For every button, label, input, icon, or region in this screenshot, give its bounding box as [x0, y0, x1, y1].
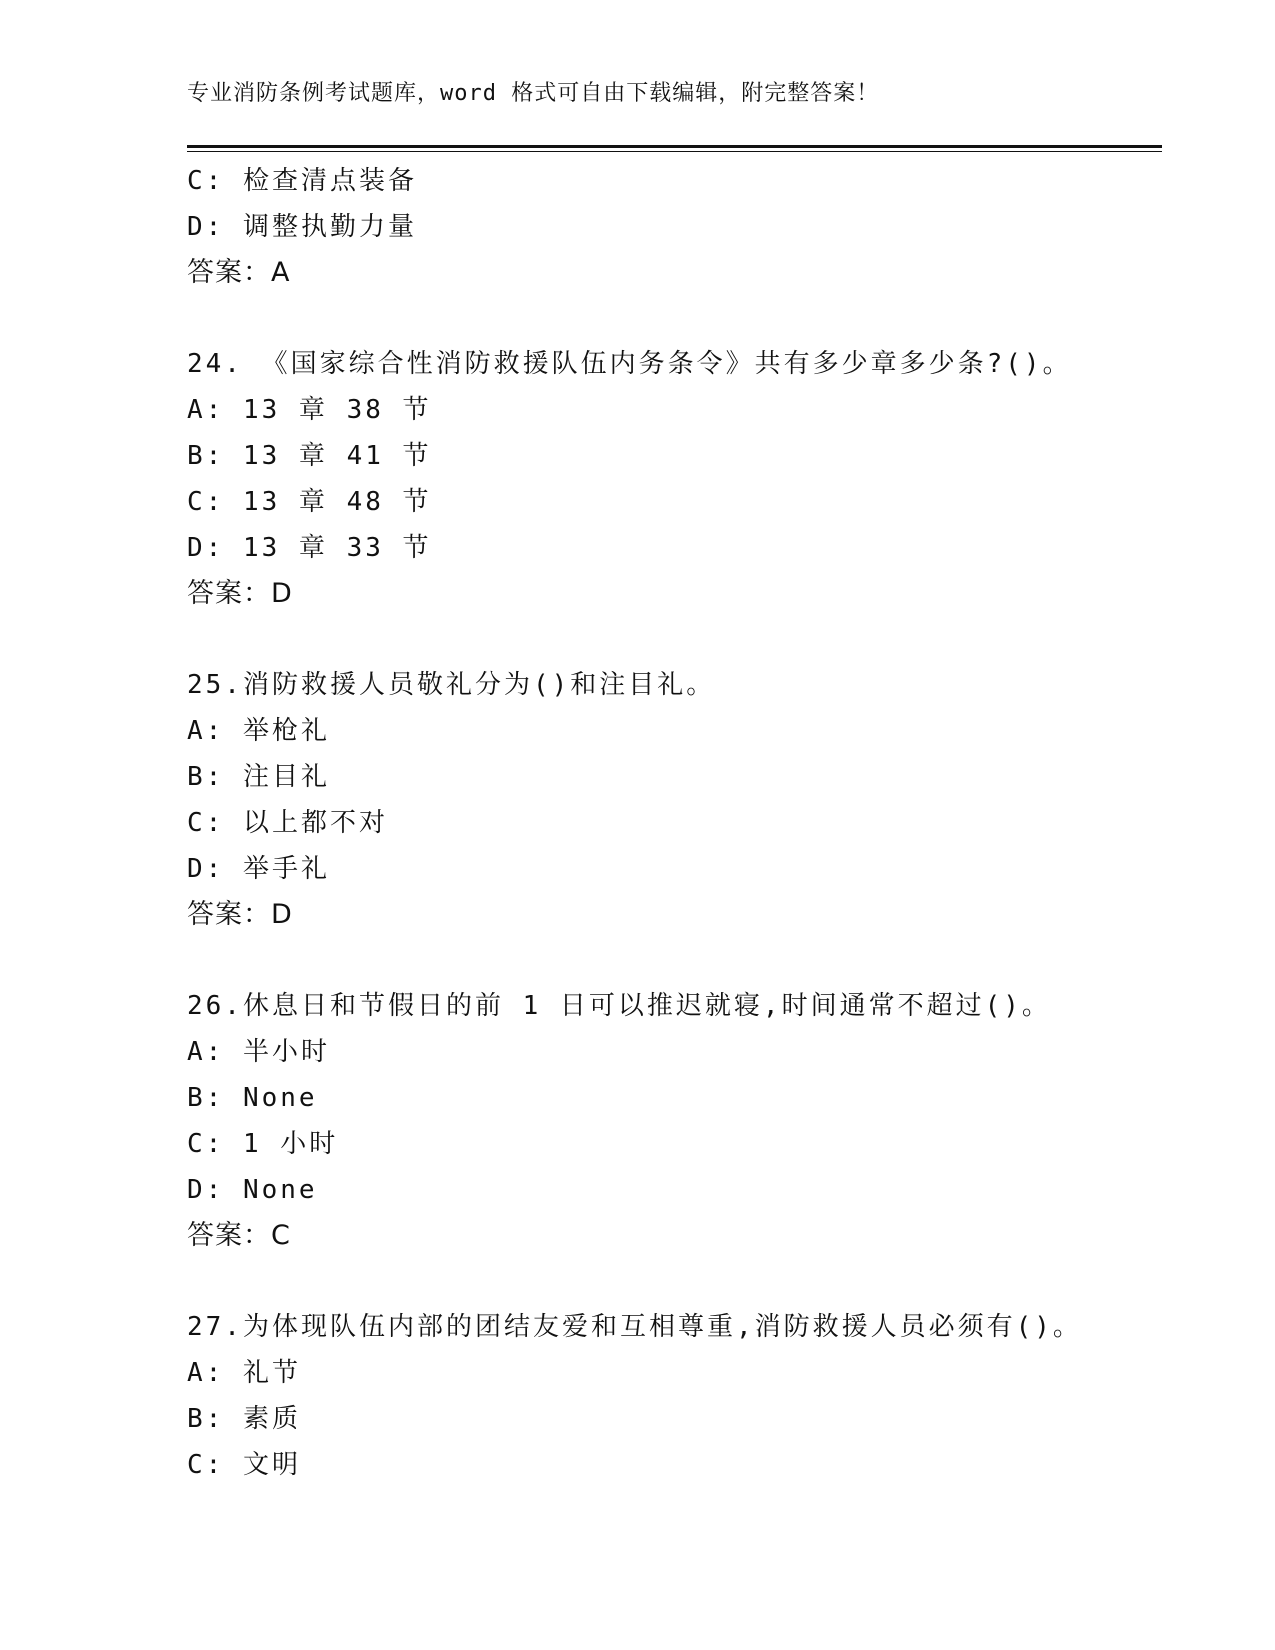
- question-25: [187, 662, 1162, 938]
- option-c: C: 1 小时: [187, 1129, 339, 1159]
- header-rule-thin: [187, 151, 1162, 152]
- answer-line: 答案：D: [187, 578, 293, 609]
- option-b: B: 注目礼: [187, 762, 330, 792]
- spacer: [187, 938, 1162, 983]
- question-26: [187, 983, 1162, 1259]
- option-b: B: 素质: [187, 1404, 301, 1434]
- question-23-tail: [187, 158, 1162, 296]
- option-c: C: 检查清点装备: [187, 166, 417, 196]
- question-27: [187, 1304, 1162, 1488]
- option-c: C: 以上都不对: [187, 808, 388, 838]
- option-d: D: 举手礼: [187, 854, 330, 884]
- option-a: A: 举枪礼: [187, 716, 330, 746]
- option-a: A: 13 章 38 节: [187, 395, 432, 425]
- answer-line: 答案：D: [187, 899, 293, 930]
- option-d: D: None: [187, 1175, 318, 1205]
- question-stem: 24. 《国家综合性消防救援队伍内务条令》共有多少章多少条?()。: [187, 349, 1072, 379]
- question-24: [187, 341, 1162, 617]
- page-header: 专业消防条例考试题库，word 格式可自由下载编辑，附完整答案！: [187, 81, 880, 106]
- option-b: B: 13 章 41 节: [187, 441, 432, 471]
- option-c: C: 文明: [187, 1450, 301, 1480]
- question-stem: 25.消防救援人员敬礼分为()和注目礼。: [187, 670, 716, 700]
- option-d: D: 调整执勤力量: [187, 212, 417, 242]
- option-d: D: 13 章 33 节: [187, 533, 432, 563]
- answer-line: 答案：A: [187, 257, 291, 288]
- answer-line: 答案：C: [187, 1220, 291, 1251]
- option-a: A: 半小时: [187, 1037, 330, 1067]
- question-list: [187, 158, 1162, 1488]
- spacer: [187, 617, 1162, 662]
- header-rule-thick: [187, 145, 1162, 148]
- spacer: [187, 1259, 1162, 1304]
- question-stem: 26.休息日和节假日的前 1 日可以推迟就寝,时间通常不超过()。: [187, 991, 1051, 1021]
- option-a: A: 礼节: [187, 1358, 301, 1388]
- option-b: B: None: [187, 1083, 318, 1113]
- spacer: [187, 296, 1162, 341]
- option-c: C: 13 章 48 节: [187, 487, 432, 517]
- question-stem: 27.为体现队伍内部的团结友爱和互相尊重,消防救援人员必须有()。: [187, 1312, 1082, 1342]
